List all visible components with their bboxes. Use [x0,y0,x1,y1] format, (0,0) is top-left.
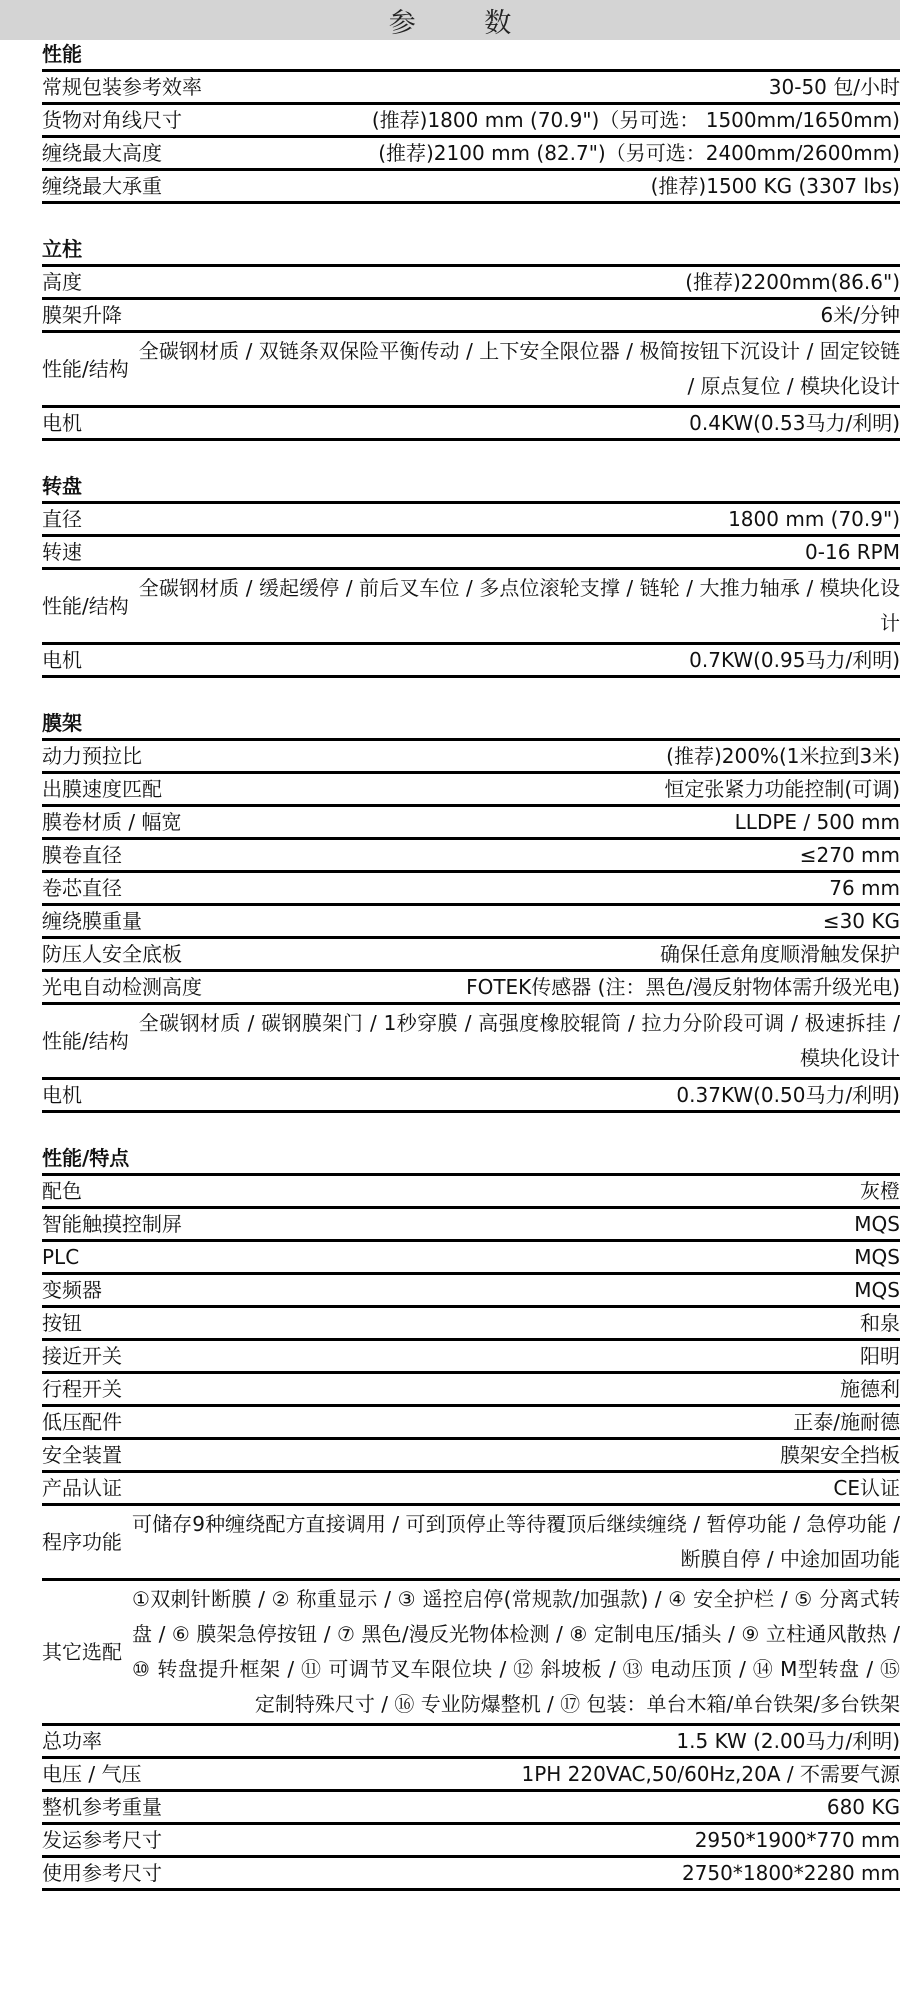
spec-label: 常规包装参考效率 [42,75,202,99]
spec-label: 其它选配 [42,1640,122,1664]
spec-row [42,972,900,1005]
spec-value: 0.37KW(0.50马力/利明) [676,1083,900,1107]
spec-label: 直径 [42,507,82,531]
spec-row [42,267,900,300]
spec-row [42,1407,900,1440]
spec-row [42,1726,900,1759]
spec-value: MQS [854,1212,900,1236]
spec-value: FOTEK传感器 (注：黑色/漫反射物体需升级光电) [466,975,900,999]
spec-value: 正泰/施耐德 [793,1410,900,1434]
spec-label: 电压 / 气压 [42,1762,142,1786]
section-heading: 性能/特点 [42,1144,900,1176]
spec-label: 按钮 [42,1311,82,1335]
spec-value: 膜架安全挡板 [780,1443,900,1467]
spec-value: 全碳钢材质 / 碳钢膜架门 / 1秒穿膜 / 高强度橡胶辊筒 / 拉力分阶段可调 / 极速拆挂 / 模块化设计 [138,1011,900,1070]
spec-row [42,1176,900,1209]
spec-label: 缠绕最大承重 [42,174,162,198]
section-spacer [42,204,900,235]
spec-row [42,171,900,204]
spec-label: 电机 [42,411,82,435]
spec-row [42,537,900,570]
spec-value: (推荐)1500 KG (3307 lbs) [650,174,900,198]
section-heading: 转盘 [42,472,900,504]
spec-value: 76 mm [829,876,900,900]
spec-row [42,873,900,906]
spec-label: 智能触摸控制屏 [42,1212,182,1236]
spec-value: 全碳钢材质 / 缓起缓停 / 前后叉车位 / 多点位滚轮支撑 / 链轮 / 大推力轴承 / 模块化设计 [138,576,900,635]
spec-row [42,1581,900,1726]
spec-row [42,774,900,807]
spec-label: 配色 [42,1179,82,1203]
spec-label: 膜架升降 [42,303,122,327]
spec-value: ≤30 KG [822,909,900,933]
section-spacer [42,678,900,709]
spec-value: (推荐)200%(1米拉到3米) [666,744,900,768]
spec-label: 性能/结构 [42,594,129,618]
spec-row [42,1440,900,1473]
spec-label: 使用参考尺寸 [42,1861,162,1885]
spec-label: 发运参考尺寸 [42,1828,162,1852]
spec-value: 2950*1900*770 mm [694,1828,900,1852]
spec-value: 恒定张紧力功能控制(可调) [664,777,900,801]
spec-label: 缠绕膜重量 [42,909,142,933]
spec-label: 卷芯直径 [42,876,122,900]
spec-value: 0-16 RPM [805,540,900,564]
spec-row [42,408,900,441]
spec-value: 0.4KW(0.53马力/利明) [689,411,900,435]
spec-row [42,1473,900,1506]
spec-value: 施德利 [840,1377,900,1401]
spec-row [42,504,900,537]
spec-value: 680 KG [826,1795,900,1819]
spec-sheet [42,40,900,1891]
spec-value: LLDPE / 500 mm [734,810,900,834]
spec-row [42,1308,900,1341]
spec-row [42,1005,900,1080]
spec-row [42,105,900,138]
spec-label: 行程开关 [42,1377,122,1401]
spec-label: 高度 [42,270,82,294]
spec-label: 变频器 [42,1278,102,1302]
spec-row [42,1275,900,1308]
spec-value: 6米/分钟 [820,303,900,327]
spec-row [42,1858,900,1891]
spec-label: 性能/结构 [42,1029,129,1053]
spec-label: 缠绕最大高度 [42,141,162,165]
spec-row [42,138,900,171]
spec-value: 灰橙 [860,1179,900,1203]
spec-row [42,1242,900,1275]
section-heading: 膜架 [42,709,900,741]
spec-row [42,906,900,939]
spec-value: 1.5 KW (2.00马力/利明) [676,1729,900,1753]
spec-value: MQS [854,1245,900,1269]
spec-value: 1800 mm (70.9") [728,507,900,531]
spec-row [42,840,900,873]
spec-label: 整机参考重量 [42,1795,162,1819]
spec-value: ≤270 mm [799,843,900,867]
section-heading: 性能 [42,40,900,72]
spec-value: (推荐)2200mm(86.6") [685,270,900,294]
spec-row [42,741,900,774]
spec-label: 膜卷材质 / 幅宽 [42,810,182,834]
spec-row [42,570,900,645]
spec-value: 确保任意角度顺滑触发保护 [660,942,900,966]
spec-value: 0.7KW(0.95马力/利明) [689,648,900,672]
section-spacer [42,441,900,472]
spec-row [42,1825,900,1858]
spec-row [42,1209,900,1242]
spec-row [42,1506,900,1581]
spec-value: ①双刺针断膜 / ② 称重显示 / ③ 遥控启停(常规款/加强款) / ④ 安全护栏 / ⑤ 分离式转盘 / ⑥ 膜架急停按钮 / ⑦ 黑色/漫反光物体检测 / ⑧ 定制电压/插头 / ⑨ 立柱通风散热 / ⑩ 转盘提升框架 / ⑪ 可调节叉车限位块 / ⑫ 斜坡板 / ⑬ 电动压顶 / ⑭ M型转盘 / ⑮ 定制特殊尺寸 / ⑯ 专业防爆整机 / ⑰ 包装：单台木箱/单台铁架/多台铁架 [132,1587,900,1716]
spec-value: (推荐)2100 mm (82.7")（另可选：2400mm/2600mm) [378,141,900,165]
spec-row [42,1759,900,1792]
section-heading: 立柱 [42,235,900,267]
spec-value: MQS [854,1278,900,1302]
spec-label: 出膜速度匹配 [42,777,162,801]
spec-value: (推荐)1800 mm (70.9")（另可选： 1500mm/1650mm) [371,108,900,132]
spec-label: 动力预拉比 [42,744,142,768]
spec-row [42,300,900,333]
spec-row [42,645,900,678]
spec-label: 总功率 [42,1729,102,1753]
spec-label: 货物对角线尺寸 [42,108,182,132]
spec-value: 阳明 [860,1344,900,1368]
spec-label: PLC [42,1245,80,1269]
spec-row [42,939,900,972]
section-spacer [42,1113,900,1144]
spec-row [42,1792,900,1825]
spec-label: 膜卷直径 [42,843,122,867]
spec-label: 接近开关 [42,1344,122,1368]
spec-value: CE认证 [833,1476,900,1500]
spec-row [42,1341,900,1374]
spec-value: 30-50 包/小时 [768,75,900,99]
spec-row [42,807,900,840]
spec-label: 光电自动检测高度 [42,975,202,999]
spec-label: 性能/结构 [42,357,129,381]
spec-value: 1PH 220VAC,50/60Hz,20A / 不需要气源 [521,1762,900,1786]
spec-label: 转速 [42,540,82,564]
spec-row [42,1374,900,1407]
spec-label: 安全装置 [42,1443,122,1467]
spec-row [42,72,900,105]
spec-label: 电机 [42,1083,82,1107]
spec-value: 2750*1800*2280 mm [681,1861,900,1885]
spec-value: 全碳钢材质 / 双链条双保险平衡传动 / 上下安全限位器 / 极简按钮下沉设计 / 固定铰链 / 原点复位 / 模块化设计 [138,339,900,398]
spec-value: 和泉 [860,1311,900,1335]
spec-label: 产品认证 [42,1476,122,1500]
spec-label: 防压人安全底板 [42,942,182,966]
spec-value: 可储存9种缠绕配方直接调用 / 可到顶停止等待覆顶后继续缠绕 / 暂停功能 / 急停功能 / 断膜自停 / 中途加固功能 [132,1512,900,1571]
spec-row [42,1080,900,1113]
page-title: 参 数 [0,0,900,40]
spec-label: 低压配件 [42,1410,122,1434]
spec-label: 程序功能 [42,1530,122,1554]
spec-label: 电机 [42,648,82,672]
spec-row [42,333,900,408]
